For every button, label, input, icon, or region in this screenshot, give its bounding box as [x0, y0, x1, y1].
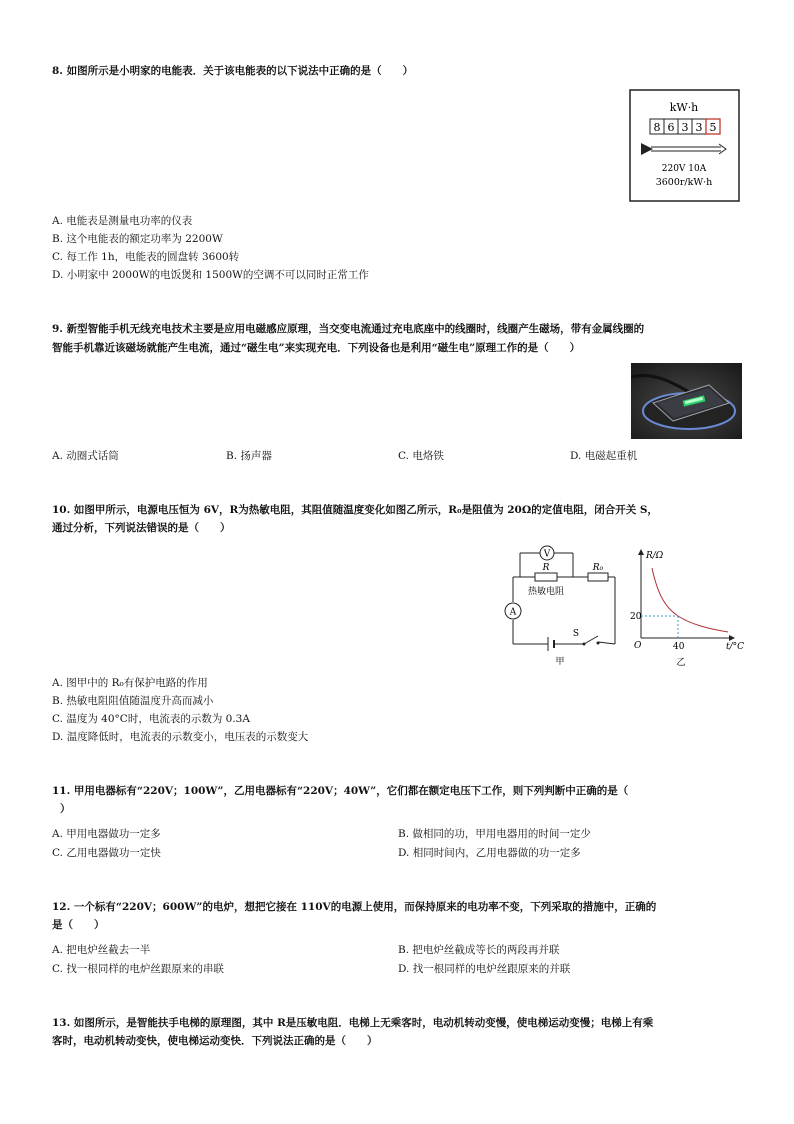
- electric-meter-figure: [629, 89, 740, 202]
- q9-option-a: A. 动圈式话筒: [52, 450, 119, 462]
- q12-option-d: D. 找一根同样的电炉丝跟原来的并联: [398, 963, 571, 975]
- meter-digit: 6: [667, 121, 675, 134]
- meter-constant: 3600r/kW·h: [655, 177, 713, 188]
- q10-stem-line1: 10. 如图甲所示，电源电压恒为 6V，R为热敏电阻，其阻值随温度变化如图乙所示，R₀是阻值为 20Ω的定值电阻，闭合开关 S，: [52, 504, 658, 516]
- q12-stem-line2: 是（ ）: [52, 919, 105, 931]
- q8-option-b: B. 这个电能表的额定功率为 2200W: [52, 233, 223, 245]
- graph-x-axis-label: t/°C: [726, 642, 745, 652]
- q9-option-b: B. 扬声器: [226, 450, 272, 462]
- resistance-temperature-graph-yi: [630, 546, 745, 670]
- graph-y-axis-label: R/Ω: [646, 551, 664, 561]
- meter-digit: 3: [681, 121, 689, 134]
- q13-stem-line1: 13. 如图所示，是智能扶手电梯的原理图，其中 R是压敏电阻．电梯上无乘客时，电动机转动变慢，使电梯运动变慢；电梯上有乘: [52, 1017, 654, 1029]
- circuit-caption: 甲: [555, 657, 565, 667]
- q10-option-b: B. 热敏电阻阻值随温度升高而减小: [52, 695, 214, 707]
- circuit-diagram-jia: [500, 540, 630, 670]
- meter-digit: 5: [709, 121, 717, 134]
- q10-option-a: A. 图甲中的 R₀有保护电路的作用: [52, 677, 208, 689]
- q11-option-a: A. 甲用电器做功一定多: [52, 828, 161, 840]
- voltmeter-label: V: [543, 549, 551, 560]
- thermistor-label: 热敏电阻: [527, 587, 565, 597]
- wireless-charger-photo: [631, 363, 742, 439]
- q8-stem: 8. 如图所示是小明家的电能表．关于该电能表的以下说法中正确的是（ ）: [52, 65, 414, 77]
- q8-option-a: A. 电能表是测量电功率的仪表: [52, 215, 193, 227]
- q11-option-b: B. 做相同的功，甲用电器用的时间一定少: [398, 828, 591, 840]
- resistor-r-label: R: [542, 563, 550, 573]
- q10-option-c: C. 温度为 40°C时，电流表的示数为 0.3A: [52, 713, 250, 725]
- meter-digit: 8: [653, 121, 661, 134]
- q11-option-d: D. 相同时间内，乙用电器做的功一定多: [398, 847, 581, 859]
- ammeter-label: A: [509, 607, 517, 618]
- q11-stem-line2: ）: [60, 803, 71, 815]
- q9-stem-line1: 9. 新型智能手机无线充电技术主要是应用电磁感应原理，当交变电流通过充电底座中的线圈时，线圈产生磁场，带有金属线圈的: [52, 323, 645, 335]
- q8-option-c: C. 每工作 1h，电能表的圆盘转 3600转: [52, 251, 240, 263]
- q12-option-c: C. 找一根同样的电炉丝跟原来的串联: [52, 963, 224, 975]
- q9-option-d: D. 电磁起重机: [570, 450, 638, 462]
- meter-digit: 3: [695, 121, 703, 134]
- q12-option-b: B. 把电炉丝截成等长的两段再并联: [398, 944, 560, 956]
- resistor-r0-label: R₀: [592, 563, 604, 573]
- graph-caption: 乙: [676, 658, 686, 668]
- q10-option-d: D. 温度降低时，电流表的示数变小，电压表的示数变大: [52, 731, 309, 743]
- q12-stem-line1: 12. 一个标有“220V；600W”的电炉，想把它接在 110V的电源上使用，而保持原来的电功率不变，下列采取的措施中，正确的: [52, 901, 657, 913]
- q11-option-c: C. 乙用电器做功一定快: [52, 847, 161, 859]
- q13-stem-line2: 客时，电动机转动变快，使电梯运动变快．下列说法正确的是（ ）: [52, 1035, 378, 1047]
- meter-unit: kW·h: [669, 101, 699, 114]
- meter-rating: 220V 10A: [661, 164, 707, 174]
- q9-option-c: C. 电烙铁: [398, 450, 444, 462]
- meter-digits: [650, 119, 720, 134]
- switch-label: S: [572, 629, 580, 639]
- graph-y-tick: 20: [630, 612, 642, 622]
- q8-option-d: D. 小明家中 2000W的电饭煲和 1500W的空调不可以同时正常工作: [52, 269, 369, 281]
- graph-origin-label: O: [634, 641, 642, 651]
- q9-stem-line2: 智能手机靠近该磁场就能产生电流，通过“磁生电”来实现充电．下列设备也是利用“磁生电”原理工作的是（ ）: [52, 342, 581, 354]
- q10-stem-line2: 通过分析，下列说法错误的是（ ）: [52, 522, 231, 534]
- q12-option-a: A. 把电炉丝截去一半: [52, 944, 151, 956]
- graph-x-tick: 40: [673, 642, 685, 652]
- q11-stem-line1: 11. 甲用电器标有“220V；100W”，乙用电器标有“220V；40W”，它们都在额定电压下工作，则下列判断中正确的是（: [52, 785, 629, 797]
